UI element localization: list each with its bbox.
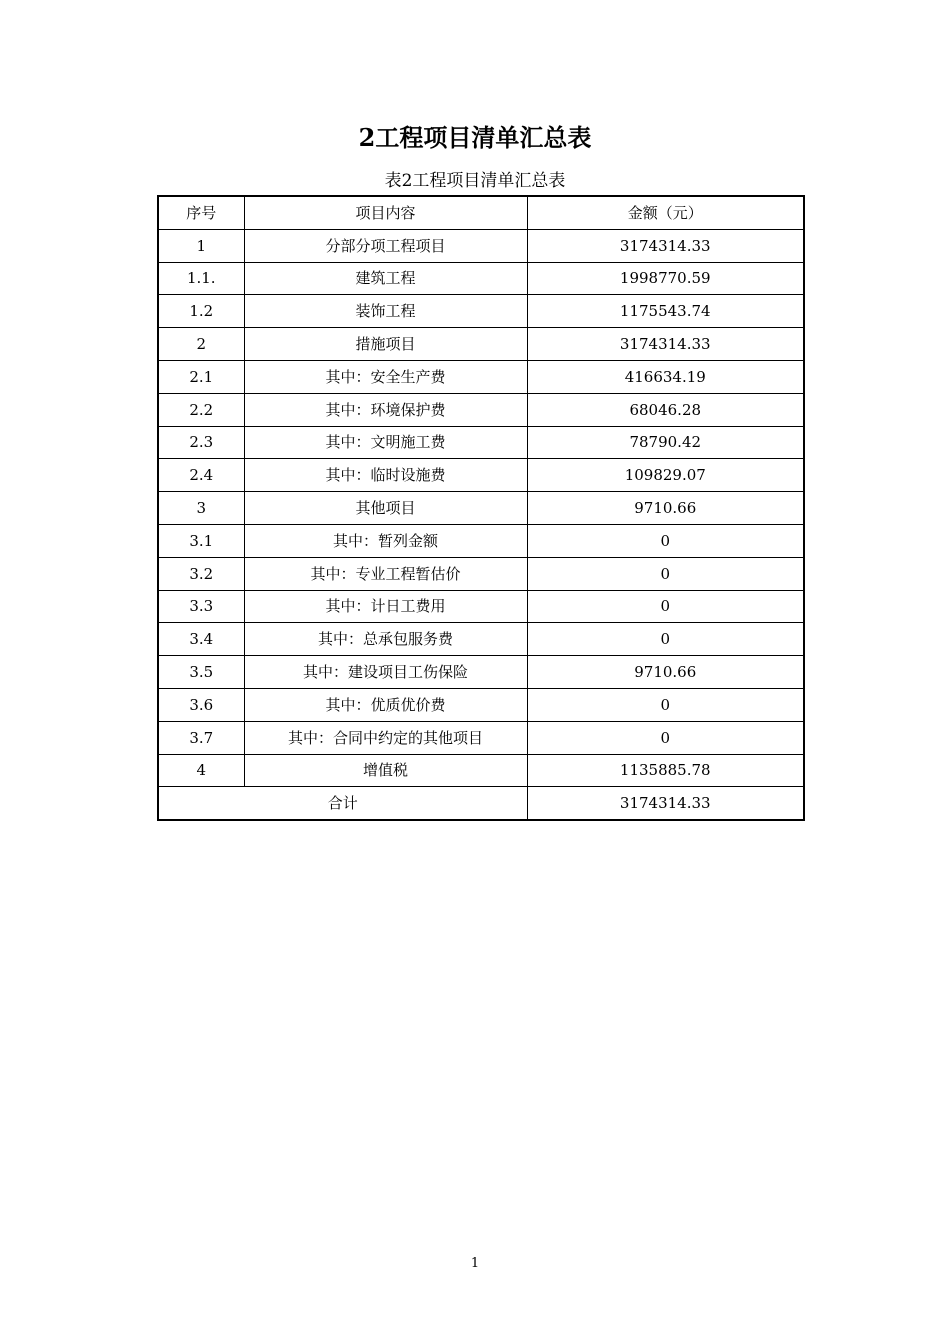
row-amount: 0: [527, 557, 804, 590]
row-amount: 0: [527, 590, 804, 623]
table-row: [158, 459, 804, 492]
table-row: [158, 229, 804, 262]
row-index: 3.3: [158, 590, 244, 623]
table-row: [158, 393, 804, 426]
row-amount: 0: [527, 623, 804, 656]
table-row: [158, 590, 804, 623]
row-item: 其中：总承包服务费: [244, 623, 527, 656]
header-item: 项目内容: [244, 196, 527, 229]
row-amount: 0: [527, 688, 804, 721]
row-index: 2.4: [158, 459, 244, 492]
row-amount: 3174314.33: [527, 229, 804, 262]
row-index: 3.4: [158, 623, 244, 656]
row-amount: 1175543.74: [527, 295, 804, 328]
table-caption: 表2工程项目清单汇总表: [384, 171, 566, 191]
row-amount: 3174314.33: [527, 328, 804, 361]
row-item: 其中：临时设施费: [244, 459, 527, 492]
table-row: [158, 426, 804, 459]
row-index: 3.5: [158, 656, 244, 689]
row-item: 其中：建设项目工伤保险: [244, 656, 527, 689]
row-item: 其中：安全生产费: [244, 360, 527, 393]
total-label: 合计: [158, 787, 527, 820]
header-index: 序号: [158, 196, 244, 229]
table-header-row: [158, 196, 804, 229]
row-item: 其中：计日工费用: [244, 590, 527, 623]
row-index: 3: [158, 492, 244, 525]
header-amount: 金额（元）: [527, 196, 804, 229]
row-amount: 109829.07: [527, 459, 804, 492]
row-item: 其中：专业工程暂估价: [244, 557, 527, 590]
row-item: 其中：合同中约定的其他项目: [244, 721, 527, 754]
page-number: 1: [470, 1256, 480, 1271]
row-item: 其中：暂列金额: [244, 524, 527, 557]
table-row: [158, 492, 804, 525]
row-item: 增值税: [244, 754, 527, 787]
row-index: 1.2: [158, 295, 244, 328]
row-index: 2.1: [158, 360, 244, 393]
row-item: 其中：优质优价费: [244, 688, 527, 721]
row-index: 3.2: [158, 557, 244, 590]
row-item: 建筑工程: [244, 262, 527, 295]
row-amount: 9710.66: [527, 656, 804, 689]
row-index: 3.6: [158, 688, 244, 721]
row-amount: 9710.66: [527, 492, 804, 525]
total-amount: 3174314.33: [527, 787, 804, 820]
table-row: [158, 295, 804, 328]
row-amount: 78790.42: [527, 426, 804, 459]
row-index: 3.1: [158, 524, 244, 557]
page-title: 2工程项目清单汇总表: [358, 123, 592, 152]
table-row: [158, 360, 804, 393]
row-amount: 1135885.78: [527, 754, 804, 787]
row-index: 2.2: [158, 393, 244, 426]
table-row: [158, 557, 804, 590]
table-row: [158, 688, 804, 721]
row-amount: 1998770.59: [527, 262, 804, 295]
table-row: [158, 623, 804, 656]
table-row: [158, 656, 804, 689]
row-index: 2.3: [158, 426, 244, 459]
row-index: 4: [158, 754, 244, 787]
row-index: 2: [158, 328, 244, 361]
table-row: [158, 721, 804, 754]
table-total-row: [158, 787, 804, 820]
table-row: [158, 754, 804, 787]
row-item: 其中：环境保护费: [244, 393, 527, 426]
row-item: 分部分项工程项目: [244, 229, 527, 262]
table-row: [158, 524, 804, 557]
row-amount: 416634.19: [527, 360, 804, 393]
row-index: 1: [158, 229, 244, 262]
table-row: [158, 262, 804, 295]
row-item: 其他项目: [244, 492, 527, 525]
row-amount: 0: [527, 524, 804, 557]
row-item: 装饰工程: [244, 295, 527, 328]
row-index: 1.1.: [158, 262, 244, 295]
table-row: [158, 328, 804, 361]
row-index: 3.7: [158, 721, 244, 754]
summary-table: [157, 195, 805, 821]
row-item: 其中：文明施工费: [244, 426, 527, 459]
row-amount: 68046.28: [527, 393, 804, 426]
row-item: 措施项目: [244, 328, 527, 361]
row-amount: 0: [527, 721, 804, 754]
